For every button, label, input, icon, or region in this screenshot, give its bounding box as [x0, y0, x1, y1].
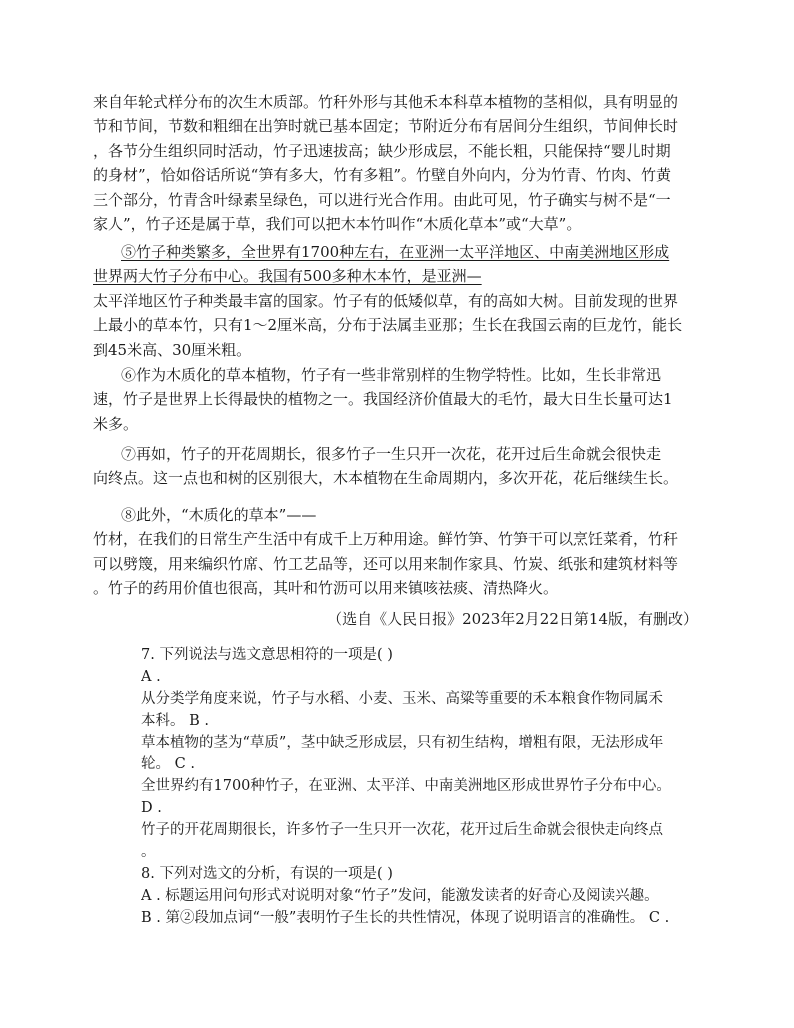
paragraph-intro [93, 90, 703, 236]
text-line: 竹材，在我们的日常生产生活中有成千上万种用途。鲜竹笋、竹笋干可以烹饪菜肴，竹秆 [93, 530, 679, 549]
text-line: 的身材”，恰如俗话所说“笋有多大，竹有多粗”。竹壁自外向内，分为竹青、竹肉、竹黄 [93, 166, 672, 185]
text-line: 来自年轮式样分布的次生木质部。竹秆外形与其他禾本科草本植物的茎相似，具有明显的 [93, 93, 679, 111]
paragraph-7 [93, 442, 703, 491]
question-7-option-c-text: 全世界约有1700种竹子，在亚洲、太平洋、中南美洲地区形成世界竹子分布中心。 [141, 778, 671, 795]
text-line: 上最小的草本竹，只有1～2厘米高，分布于法属圭亚那；生长在我国云南的巨龙竹，能长 [93, 316, 683, 335]
text-line: 可以劈篾，用来编织竹席、竹工艺品等，还可以用来制作家具、竹炭、纸张和建筑材料等 [93, 554, 679, 573]
paragraph-8 [93, 503, 703, 601]
question-8-option-a: A . 标题运用问句形式对说明对象“竹子”发问，能激发读者的好奇心及阅读兴趣。 [141, 887, 659, 904]
text-line: 米多。 [93, 414, 139, 433]
text-line: 向终点。这一点也和树的区别很大，木本植物在生命周期内，多次开花，花后继续生长。 [93, 469, 679, 488]
text-line: 到45米高、30厘米粗。 [93, 340, 252, 359]
text-line: ⑦再如，竹子的开花周期长，很多竹子一生只开一次花，花开过后生命就会很快走 [121, 445, 662, 463]
question-8-stem: 8. 下列对选文的分析，有误的一项是( ) [141, 865, 393, 882]
question-7-option-a-text: 从分类学角度来说，竹子与水稻、小麦、玉米、高粱等重要的禾本粮食作物同属禾 [141, 690, 663, 707]
question-7-option-a-label: A . [141, 668, 161, 685]
question-7-option-d-end: 。 [141, 844, 156, 861]
text-line: 节和节间，节数和粗细在出笋时就已基本固定；节附近分布有居间分生组织，节间伸长时 [93, 117, 679, 136]
question-7-option-d-text: 竹子的开花周期很长，许多竹子一生只开一次花，花开过后生命就会很快走向终点 [141, 822, 663, 839]
questions-section [141, 645, 701, 930]
paragraph-6 [93, 363, 703, 436]
text-line: ⑧此外，“木质化的草本”—— [121, 506, 317, 524]
source-citation: （选自《人民日报》2023年2月22日第14版，有删改） [327, 610, 698, 628]
question-8-option-b: B . 第②段加点词“一般”表明竹子生长的共性情况，体现了说明语言的准确性。 C . [141, 909, 670, 926]
question-7-option-c-label: 轮。 C . [141, 756, 195, 773]
text-line: ，各节分生组织同时活动，竹子迅速拔高；缺少形成层，不能长粗，只能保持“婴儿时期 [93, 141, 671, 160]
paragraph-5 [93, 240, 703, 362]
text-line: 。竹子的药用价值也很高，其叶和竹沥可以用来镇咳祛痰、清热降火。 [93, 579, 559, 598]
underlined-text-line: 世界两大竹子分布中心。我国有500多种木本竹，是亚洲— [93, 267, 482, 286]
text-line: 家人”，竹子还是属于草，我们可以把木本竹叫作“木质化草本”或“大草”。 [93, 214, 582, 233]
question-7-option-b-label: 本科。 B . [141, 712, 209, 729]
question-7-option-b-text: 草本植物的茎为“草质”，茎中缺乏形成层，只有初生结构，增粗有限，无法形成年 [141, 734, 664, 751]
question-7-option-d-label: D . [141, 800, 162, 817]
text-line: 三个部分，竹青含叶绿素呈绿色，可以进行光合作用。由此可见，竹子确实与树不是“一 [93, 190, 671, 209]
text-line: 太平洋地区竹子种类最丰富的国家。竹子有的低矮似草，有的高如大树。目前发现的世界 [93, 291, 679, 310]
underlined-text-line: ⑤竹子种类繁多，全世界有1700种左右，在亚洲一太平洋地区、中南美洲地区形成 [121, 243, 670, 261]
text-line: 速，竹子是世界上长得最快的植物之一。我国经济价值最大的毛竹，最大日生长量可达1 [93, 390, 673, 409]
text-line: ⑥作为木质化的草本植物，竹子有一些非常别样的生物学特性。比如，生长非常迅 [121, 366, 662, 384]
question-7-stem: 7. 下列说法与选文意思相符的一项是( ) [141, 647, 393, 663]
